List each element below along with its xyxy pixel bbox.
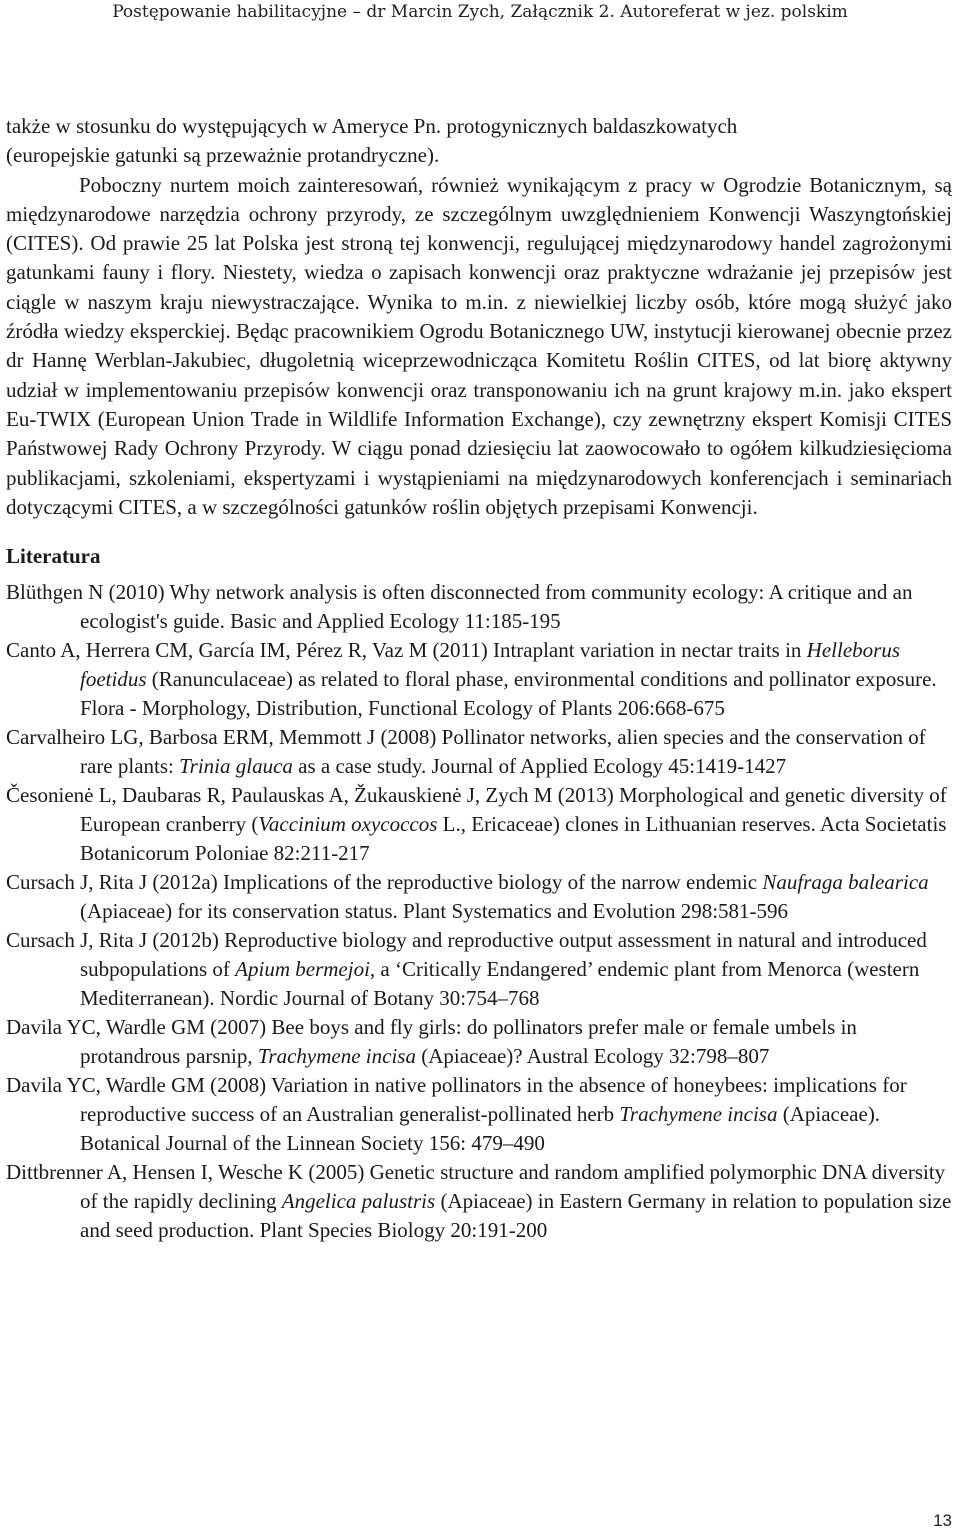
reference-text: (Apiaceae). Botanical Journal of the Linnean Society 156: 479–490 — [80, 1102, 881, 1156]
reference-item — [6, 1158, 952, 1245]
reference-species: Trachymene incisa — [619, 1102, 778, 1127]
reference-species: Trachymene incisa — [257, 1044, 416, 1069]
reference-item — [6, 1013, 952, 1071]
paragraph-cites: Poboczny nurtem moich zainteresowań, również wynikającym z pracy w Ogrodzie Botanicznym, są międzynarodowe narzędzia ochrony przyrody, ze szczególnym uwzględnieniem Konwencji Waszyngtońskiej (CITES). Od prawie 25 lat Polska jest stroną tej konwencji, regulującej międzynarodowy handel zagrożonymi gatunkami fauny i flory. Niestety, wiedza o zapisach konwencji oraz praktyczne wdrażanie jej przepisów jest ciągle w naszym kraju niewystraczające. Wynika to m.in. z niewielkiej liczby osób, które mogą służyć jako źródła wiedzy eksperckiej. Będąc pracownikiem Ogrodu Botanicznego UW, instytucji kierowanej obecnie przez dr Hannę Werblan-Jakubiec, długoletnią wiceprzewodnicząca Komitetu Roślin CITES, od lat biorę aktywny udział w implementowaniu przepisów konwencji oraz transponowaniu ich na grunt krajowy m.in. jako ekspert Eu-TWIX (European Union Trade in Wildlife Information Exchange), czy zewnętrzny ekspert Komisji CITES Państwowej Rady Ochrony Przyrody. W ciągu ponad dziesięciu lat zaowocowało to ogółem kilkudziesięcioma publikacjami, szkoleniami, ekspertyzami i wystąpieniami na międzynarodowych konferencjach i seminariach dotyczącymi CITES, a w szczególności gatunków roślin objętych przepisami Konwencji. — [6, 172, 952, 519]
reference-text: Česonienė L, Daubaras R, Paulauskas A, Žukauskienė J, Zych M (2013) Morphological and genetic diversity of European cranberry ( — [6, 783, 947, 837]
reference-species: Naufraga balearica — [762, 870, 929, 895]
reference-text: (Apiaceae)? Austral Ecology 32:798–807 — [415, 1044, 770, 1069]
reference-text: Davila YC, Wardle GM (2008) Variation in native pollinators in the absence of honeybees: implications for reproductive success of an Australian generalist-pollinated herb — [6, 1073, 907, 1127]
paragraph-line: także w stosunku do występujących w Ameryce Pn. protogynicznych baldaszkowatych — [6, 114, 738, 138]
reference-species: Helleborus foetidus — [80, 638, 900, 692]
reference-item — [6, 781, 952, 868]
page-header — [0, 0, 960, 30]
reference-text: Canto A, Herrera CM, García IM, Pérez R, Vaz M (2011) Intraplant variation in nectar traits in — [6, 638, 807, 663]
reference-list — [6, 578, 952, 1245]
reference-text: Davila YC, Wardle GM (2007) Bee boys and fly girls: do pollinators prefer male or female umbels in protandrous parsnip, — [6, 1015, 857, 1069]
reference-item — [6, 868, 952, 926]
reference-species: Apium bermejoi — [235, 957, 370, 982]
reference-text: (Ranunculaceae) as related to floral phase, environmental conditions and pollinator exposure. Flora - Morphology, Distribution, Functional Ecology of Plants 206:668-675 — [80, 667, 937, 721]
reference-text: as a case study. Journal of Applied Ecology 45:1419-1427 — [292, 754, 787, 779]
reference-text: Carvalheiro LG, Barbosa ERM, Memmott J (2008) Pollinator networks, alien species and the conservation of rare plants: — [6, 725, 926, 779]
paragraph-line: (europejskie gatunki są przeważnie protandryczne). — [6, 143, 440, 168]
page-content — [6, 112, 952, 1245]
reference-text: (Apiaceae) in Eastern Germany in relation to population size and seed production. Plant Species Biology 20:191-200 — [80, 1189, 952, 1243]
header-title: Postępowanie habilitacyjne – dr Marcin Zych, Załącznik 2. Autoreferat w jez. polskim — [112, 2, 848, 22]
reference-item — [6, 1071, 952, 1158]
reference-text: (Apiaceae) for its conservation status. Plant Systematics and Evolution 298:581-596 — [80, 899, 789, 924]
reference-species: Vaccinium oxycoccos — [258, 812, 438, 837]
reference-text: Cursach J, Rita J (2012a) Implications of the reproductive biology of the narrow endemic — [6, 870, 763, 895]
page-number: 13 — [933, 1511, 952, 1530]
reference-text: L., Ericaceae) clones in Lithuanian reserves. Acta Societatis Botanicorum Poloniae 82:211-217 — [80, 812, 947, 866]
reference-item — [6, 723, 952, 781]
reference-item — [6, 636, 952, 723]
reference-species: Trinia glauca — [179, 754, 293, 779]
reference-text: Blüthgen N (2010) Why network analysis is often disconnected from community ecology: A critique and an ecologist's guide. Basic and Applied Ecology 11:185-195 — [6, 580, 913, 634]
reference-species: Angelica palustris — [281, 1189, 436, 1214]
reference-text: Cursach J, Rita J (2012b) Reproductive biology and reproductive output assessment in natural and introduced subpopulations of — [6, 928, 927, 982]
reference-text: Dittbrenner A, Hensen I, Wesche K (2005) Genetic structure and random amplified polymorphic DNA diversity of the rapidly declining — [6, 1160, 946, 1214]
reference-item — [6, 926, 952, 1013]
reference-item — [6, 578, 952, 636]
paragraph-continuation — [6, 112, 952, 171]
reference-text: , a ‘Critically Endangered’ endemic plant from Menorca (western Mediterranean). Nordic Journal of Botany 30:754–768 — [80, 957, 920, 1011]
literature-heading: Literatura — [6, 544, 101, 569]
